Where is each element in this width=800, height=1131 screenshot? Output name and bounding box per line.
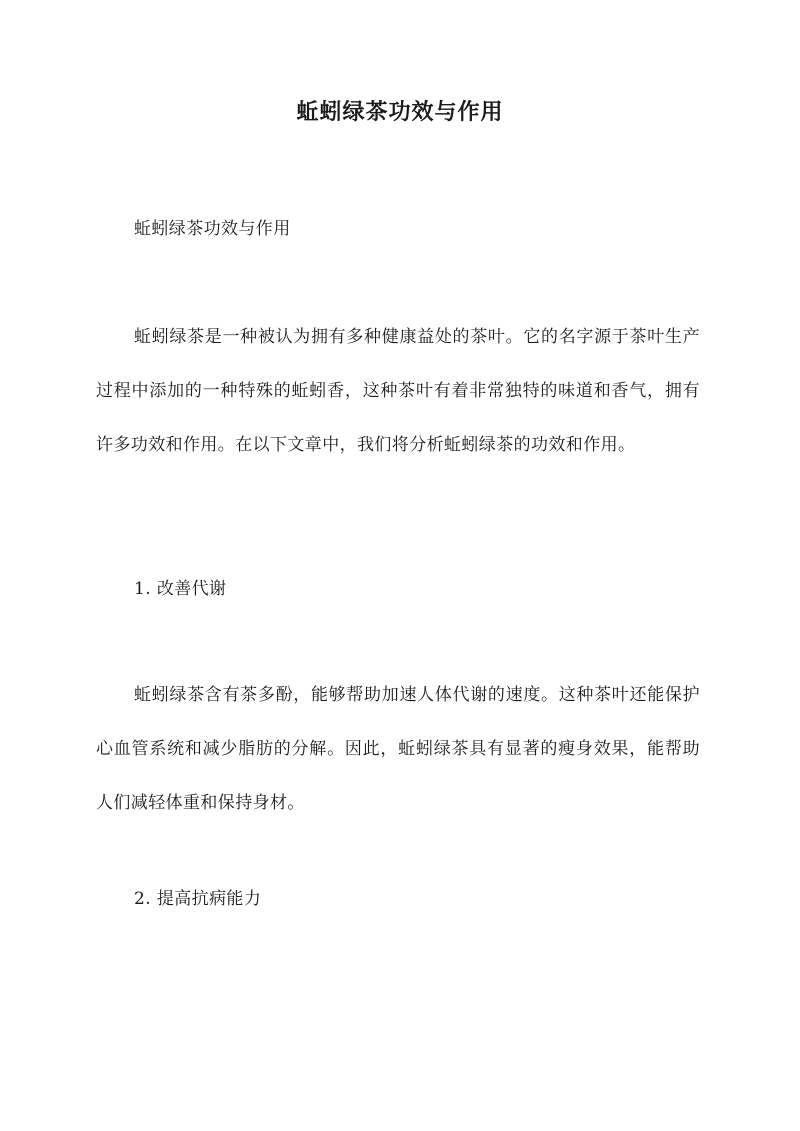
page-title: 蚯蚓绿茶功效与作用	[296, 99, 504, 125]
section-heading-1: 1. 改善代谢	[134, 579, 227, 599]
subtitle: 蚯蚓绿茶功效与作用	[134, 219, 291, 239]
section-body-1: 蚯蚓绿茶含有茶多酚，能够帮助加速人体代谢的速度。这种茶叶还能保护心血管系统和减少脂肪的分解。因此，蚯蚓绿茶具有显著的瘦身效果，能帮助人们减轻体重和保持身材。	[96, 685, 700, 813]
intro-paragraph: 蚯蚓绿茶是一种被认为拥有多种健康益处的茶叶。它的名字源于茶叶生产过程中添加的一种特殊的蚯蚓香，这种茶叶有着非常独特的味道和香气，拥有许多功效和作用。在以下文章中，我们将分析蚯蚓绿茶的功效和作用。	[96, 327, 700, 455]
section-heading-2: 2. 提高抗病能力	[134, 889, 262, 909]
